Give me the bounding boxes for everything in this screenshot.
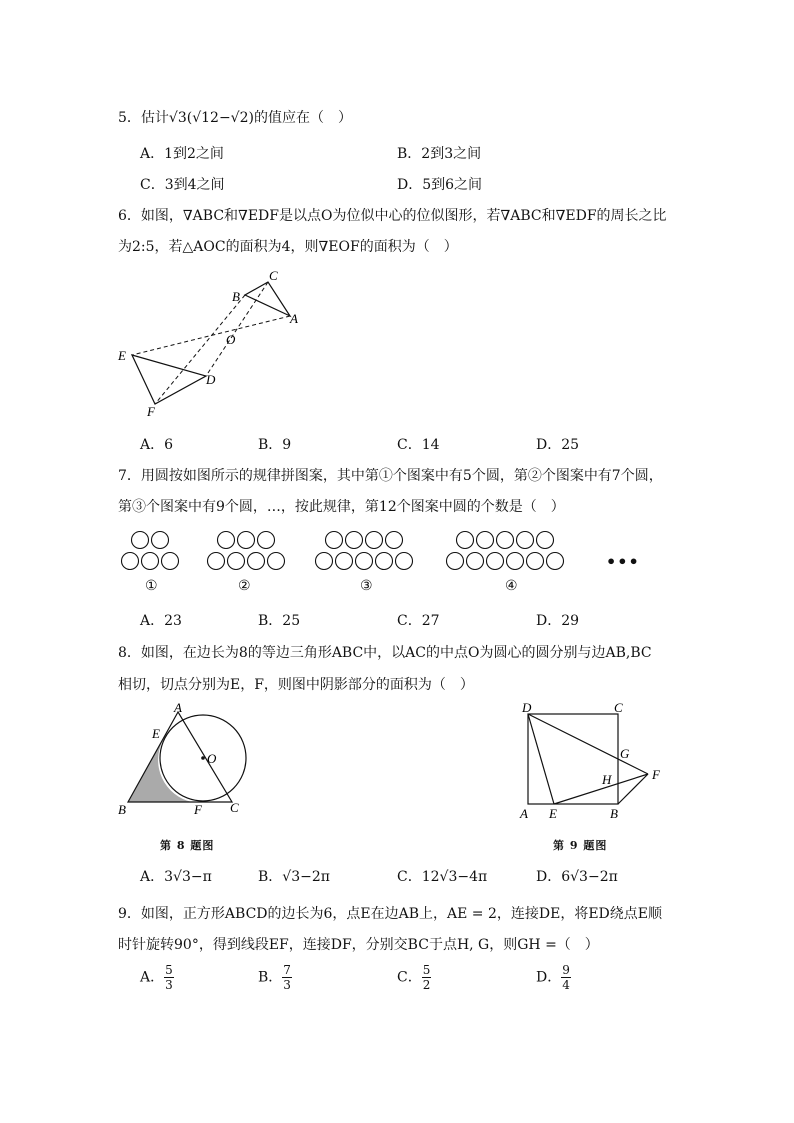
- q9-option-a-denominator: 3: [165, 978, 173, 992]
- q6-label-f: F: [147, 404, 155, 418]
- q7-option-a: A．23: [140, 613, 182, 629]
- q5-stem: [118, 108, 352, 128]
- q5-expression: √3(√12−√2): [168, 110, 254, 126]
- q8-stem-line2: 相切，切点分别为E，F，则图中阴影部分的面积为（ ）: [118, 677, 474, 693]
- q9-label-b: B: [610, 806, 618, 821]
- q8-option-a: A．3√3−π: [140, 869, 212, 885]
- q8-label-e: E: [152, 726, 160, 741]
- q9-option-c-numerator: 5: [422, 963, 431, 977]
- q9-option-b-fraction: [282, 963, 292, 992]
- q6-stem-line2: 为2:5，若△AOC的面积为4，则∇EOF的面积为（ ）: [118, 239, 458, 255]
- q9-option-b: [258, 963, 292, 992]
- q6-label-e: E: [118, 348, 126, 363]
- q9-label-f: F: [652, 767, 660, 782]
- q9-label-c: C: [614, 700, 623, 715]
- q5-prefix: 5．估计: [118, 110, 169, 126]
- q9-figure: [512, 698, 672, 823]
- q5-suffix: 的值应在（ ）: [253, 110, 352, 126]
- q7-circle-patterns: [112, 526, 642, 602]
- q6-stem-line1: 6．如图，∇ABC和∇EDF是以点O为位似中心的位似图形，若∇ABC和∇EDF的周长之比: [118, 208, 667, 224]
- q8-label-b: B: [118, 802, 126, 817]
- q8-stem-line1: 8．如图，在边长为8的等边三角形ABC中，以AC的中点O为圆心的圆分别与边AB,BC: [118, 645, 652, 661]
- q9-option-a-label: A．: [140, 969, 165, 986]
- q9-option-a-fraction: [164, 963, 174, 992]
- q8-label-c: C: [230, 800, 239, 815]
- q9-option-c-label: C．: [397, 969, 422, 986]
- q9-label-a: A: [520, 806, 528, 821]
- q6-label-o: O: [226, 332, 236, 347]
- q9-option-a-numerator: 5: [165, 963, 173, 977]
- q8-option-d: D．6√3−2π: [536, 869, 618, 885]
- q7-pattern-label-2: ②: [238, 578, 251, 594]
- q8-figure-caption: 第 8 题图: [160, 839, 215, 852]
- q5-option-b: B．2到3之间: [397, 146, 482, 162]
- q7-option-c: C．27: [397, 613, 440, 629]
- q8-option-c: C．12√3−4π: [397, 869, 488, 885]
- q5-option-c: C．3到4之间: [140, 177, 225, 193]
- q6-label-b: B: [232, 289, 240, 304]
- q9-option-c-denominator: 2: [422, 978, 431, 992]
- q9-label-e: E: [549, 806, 557, 821]
- q6-option-b: B．9: [258, 437, 292, 453]
- q9-label-d: D: [522, 700, 532, 715]
- q7-stem-line1: 7．用圆按如图所示的规律拼图案，其中第①个图案中有5个圆，第②个图案中有7个圆，: [118, 468, 663, 484]
- q9-option-b-denominator: 3: [283, 978, 291, 992]
- q9-stem-line2: 时针旋转90°，得到线段EF，连接DF，分别交BC于点H, G，则GH =（ ）: [118, 937, 599, 953]
- q7-pattern-label-4: ④: [505, 578, 518, 594]
- q6-label-a: A: [290, 311, 298, 326]
- q9-option-b-label: B．: [258, 969, 283, 986]
- q9-label-h: H: [602, 772, 612, 787]
- q7-option-b: B．25: [258, 613, 301, 629]
- q7-pattern-label-1: ①: [145, 578, 158, 594]
- q7-ellipsis: •••: [606, 552, 640, 571]
- q7-option-d: D．29: [536, 613, 580, 629]
- q6-figure: [110, 268, 310, 418]
- q9-label-g: G: [620, 746, 630, 761]
- q9-option-d-numerator: 9: [562, 963, 570, 977]
- q5-option-d: D．5到6之间: [397, 177, 483, 193]
- q9-option-a: [140, 963, 174, 992]
- q9-figure-caption: 第 9 题图: [553, 839, 608, 852]
- q6-option-d: D．25: [536, 437, 580, 453]
- q9-option-d: [536, 963, 571, 992]
- q8-label-a: A: [174, 700, 182, 715]
- q9-option-c: [397, 963, 431, 992]
- q9-option-b-numerator: 7: [283, 963, 291, 977]
- q8-figure: [112, 700, 262, 822]
- q7-stem-line2: 第③个图案中有9个圆，…，按此规律，第12个图案中圆的个数是（ ）: [118, 499, 565, 515]
- q8-option-b: B．√3−2π: [258, 869, 330, 885]
- q5-option-a: A．1到2之间: [140, 146, 224, 162]
- q9-option-d-label: D．: [536, 969, 562, 986]
- q6-label-d: D: [206, 372, 216, 387]
- q9-option-c-fraction: [422, 963, 432, 992]
- q9-option-d-denominator: 4: [562, 978, 570, 992]
- q9-stem-line1: 9．如图，正方形ABCD的边长为6，点E在边AB上，AE = 2，连接DE，将ED绕点E顺: [118, 906, 663, 922]
- q6-option-c: C．14: [397, 437, 440, 453]
- q8-label-f: F: [194, 802, 202, 817]
- q7-pattern-label-3: ③: [360, 578, 373, 594]
- q9-option-d-fraction: [561, 963, 571, 992]
- q6-label-c: C: [269, 268, 278, 283]
- q8-label-o: O: [207, 751, 217, 766]
- q6-option-a: A．6: [140, 437, 174, 453]
